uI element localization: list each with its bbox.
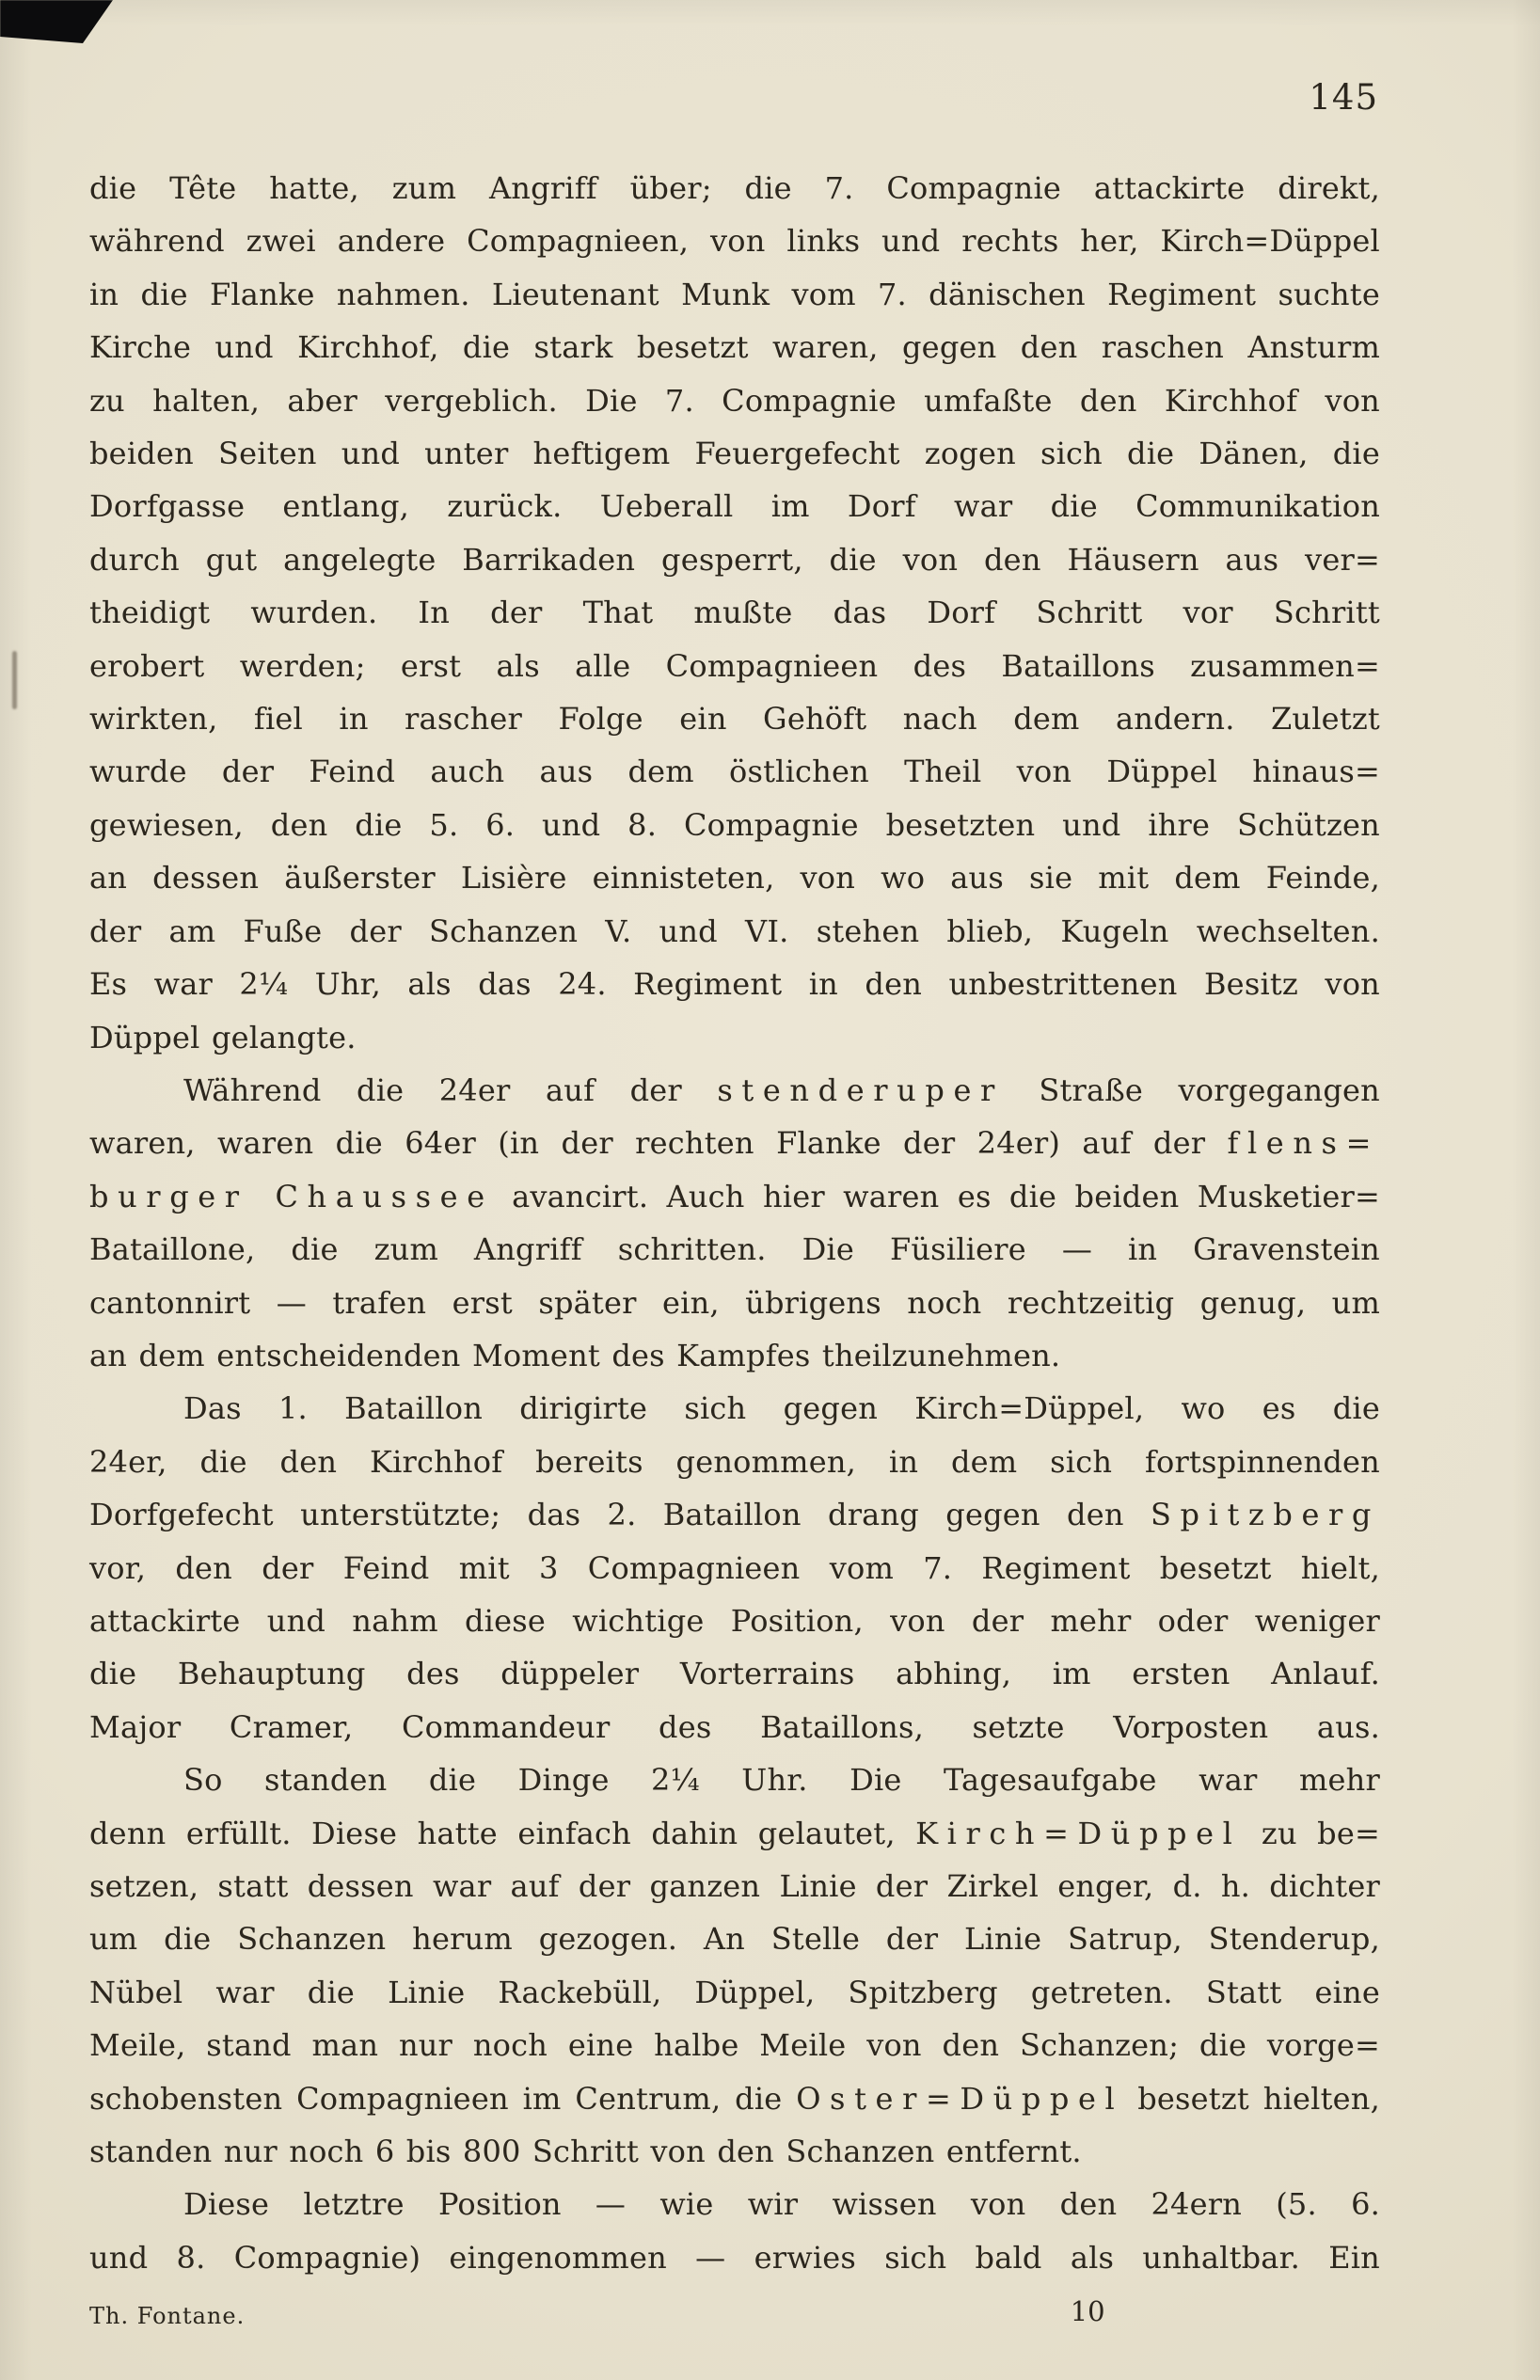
text-run: die Tête hatte, zum Angriff über; die 7. Compagnie attackirte direkt, bbox=[89, 170, 1380, 206]
text-run: um die Schanzen herum gezogen. An Stelle der Linie Satrup, Stenderup, bbox=[89, 1921, 1380, 1958]
text-run: Nübel war die Linie Rackebüll, Düppel, Spitzberg getreten. Statt eine bbox=[89, 1974, 1380, 2010]
text-line bbox=[89, 745, 1380, 798]
text-line bbox=[89, 2178, 1380, 2230]
text-run: vor, den der Feind mit 3 Compagnieen vom 7. Regiment besetzt hielt, bbox=[89, 1549, 1380, 1586]
scan-artifact-corner bbox=[0, 0, 141, 56]
scan-artifact-edge bbox=[12, 651, 17, 709]
text-run: Kirche und Kirchhof, die stark besetzt waren, gegen den raschen Ansturm bbox=[89, 329, 1380, 366]
text-line bbox=[89, 692, 1380, 745]
text-line bbox=[89, 640, 1380, 692]
footer-sheet-number: 10 bbox=[1070, 2295, 1105, 2327]
text-line bbox=[89, 1647, 1380, 1700]
page-text bbox=[89, 162, 1380, 2284]
text-run: an dem entscheidenden Moment des Kampfes theilzunehmen. bbox=[89, 1337, 1061, 1373]
text-run: attackirte und nahm diese wichtige Position, von der mehr oder weniger bbox=[89, 1602, 1380, 1639]
text-line bbox=[89, 1170, 1380, 1223]
emphasized-text: flens= bbox=[1227, 1125, 1380, 1162]
text-line bbox=[89, 268, 1380, 321]
text-line bbox=[89, 1807, 1380, 1860]
text-run: Bataillone, die zum Angriff schritten. Die Füsiliere — in Gravenstein bbox=[89, 1231, 1380, 1268]
text-line bbox=[89, 1542, 1380, 1595]
text-line bbox=[89, 1011, 1380, 1064]
text-line bbox=[89, 1860, 1380, 1912]
text-line bbox=[89, 2019, 1380, 2071]
emphasized-text: Oster=Düppel bbox=[796, 2080, 1124, 2117]
text-run: durch gut angelegte Barrikaden gesperrt, die von den Häusern aus ver= bbox=[89, 541, 1380, 578]
text-run: der am Fuße der Schanzen V. und VI. stehen blieb, Kugeln wechselten. bbox=[89, 912, 1380, 949]
text-run: zu halten, aber vergeblich. Die 7. Compagnie umfaßte den Kirchhof von bbox=[89, 382, 1380, 419]
text-run: Major Cramer, Commandeur des Bataillons, setzte Vorposten aus. bbox=[89, 1708, 1380, 1745]
text-run: Düppel gelangte. bbox=[89, 1019, 357, 1055]
text-line bbox=[89, 1223, 1380, 1276]
text-line bbox=[89, 427, 1380, 480]
text-line bbox=[89, 2072, 1380, 2125]
text-run: in die Flanke nahmen. Lieutenant Munk vom 7. dänischen Regiment suchte bbox=[89, 276, 1380, 312]
text-line bbox=[89, 1701, 1380, 1753]
text-line bbox=[89, 851, 1380, 904]
text-line bbox=[89, 1382, 1380, 1435]
text-line bbox=[89, 162, 1380, 214]
text-line bbox=[89, 1329, 1380, 1382]
emphasized-text: burger Chaussee bbox=[89, 1178, 494, 1214]
text-run: theidigt wurden. In der That mußte das Dorf Schritt vor Schritt bbox=[89, 595, 1380, 631]
text-line bbox=[89, 1753, 1380, 1806]
text-line bbox=[89, 480, 1380, 532]
text-line bbox=[89, 958, 1380, 1010]
text-run: denn erfüllt. Diese hatte einfach dahin gelautet, bbox=[89, 1815, 916, 1851]
emphasized-text: Kirch=Düppel bbox=[915, 1815, 1242, 1851]
text-line bbox=[89, 586, 1380, 639]
text-run: setzen, statt dessen war auf der ganzen Linie der Zirkel enger, d. h. dichter bbox=[89, 1868, 1380, 1904]
text-run: besetzt hielten, bbox=[1123, 2080, 1380, 2117]
text-line bbox=[89, 374, 1380, 427]
footer-author: Th. Fontane. bbox=[89, 2303, 246, 2329]
text-run: und 8. Compagnie) eingenommen — erwies sich bald als unhaltbar. Ein bbox=[89, 2239, 1380, 2276]
text-line bbox=[89, 1117, 1380, 1169]
text-line bbox=[89, 1277, 1380, 1329]
text-run: Dorfgasse entlang, zurück. Ueberall im Dorf war die Communikation bbox=[89, 488, 1380, 525]
text-line bbox=[89, 1912, 1380, 1965]
text-run: die Behauptung des düppeler Vorterrains abhing, im ersten Anlauf. bbox=[89, 1656, 1380, 1692]
text-line bbox=[89, 1064, 1380, 1117]
text-run: Es war 2¼ Uhr, als das 24. Regiment in den unbestrittenen Besitz von bbox=[89, 966, 1380, 1003]
text-run: während zwei andere Compagnieen, von links und rechts her, Kirch=Düppel bbox=[89, 223, 1380, 260]
text-run: standen nur noch 6 bis 800 Schritt von den Schanzen entfernt. bbox=[89, 2134, 1082, 2170]
text-line bbox=[89, 214, 1380, 267]
emphasized-text: Spitzberg bbox=[1151, 1497, 1380, 1533]
page-footer bbox=[89, 2295, 1380, 2337]
text-run: Während die 24er auf der bbox=[183, 1071, 718, 1108]
text-line bbox=[89, 321, 1380, 373]
text-line bbox=[89, 533, 1380, 586]
text-run: Das 1. Bataillon dirigirte sich gegen Kirch=Düppel, wo es die bbox=[183, 1390, 1380, 1427]
text-run: Meile, stand man nur noch eine halbe Meile von den Schanzen; die vorge= bbox=[89, 2027, 1380, 2064]
text-run: 24er, die den Kirchhof bereits genommen, in dem sich fortspinnenden bbox=[89, 1443, 1380, 1480]
text-run: wirkten, fiel in rascher Folge ein Gehöft nach dem andern. Zuletzt bbox=[89, 701, 1380, 738]
emphasized-text: stenderuper bbox=[717, 1071, 1004, 1108]
text-line bbox=[89, 799, 1380, 851]
text-run: zu be= bbox=[1241, 1815, 1381, 1851]
text-run: beiden Seiten und unter heftigem Feuergefecht zogen sich die Dänen, die bbox=[89, 436, 1380, 472]
text-run: waren, waren die 64er (in der rechten Flanke der 24er) auf der bbox=[89, 1125, 1228, 1162]
text-line bbox=[89, 1488, 1380, 1541]
text-line bbox=[89, 1966, 1380, 2019]
text-run: wurde der Feind auch aus dem östlichen Theil von Düppel hinaus= bbox=[89, 754, 1380, 790]
text-line bbox=[89, 1436, 1380, 1488]
text-run: cantonnirt — trafen erst später ein, übrigens noch rechtzeitig genug, um bbox=[89, 1284, 1380, 1321]
text-line bbox=[89, 2125, 1380, 2178]
text-run: gewiesen, den die 5. 6. und 8. Compagnie besetzten und ihre Schützen bbox=[89, 806, 1380, 843]
text-run: Straße vorgegangen bbox=[1003, 1071, 1380, 1108]
text-line bbox=[89, 1595, 1380, 1647]
text-run: Dorfgefecht unterstützte; das 2. Bataillon drang gegen den bbox=[89, 1497, 1151, 1533]
text-run: avancirt. Auch hier waren es die beiden Musketier= bbox=[493, 1178, 1380, 1214]
text-run: schobensten Compagnieen im Centrum, die bbox=[89, 2080, 797, 2117]
text-run: Diese letztre Position — wie wir wissen von den 24ern (5. 6. bbox=[183, 2186, 1380, 2223]
text-run: erobert werden; erst als alle Compagnieen des Bataillons zusammen= bbox=[89, 647, 1380, 684]
page-number: 145 bbox=[1309, 77, 1378, 118]
text-run: So standen die Dinge 2¼ Uhr. Die Tagesaufgabe war mehr bbox=[183, 1762, 1380, 1799]
text-line bbox=[89, 2231, 1380, 2284]
text-line bbox=[89, 905, 1380, 958]
text-run: an dessen äußerster Lisière einnisteten, von wo aus sie mit dem Feinde, bbox=[89, 860, 1380, 896]
